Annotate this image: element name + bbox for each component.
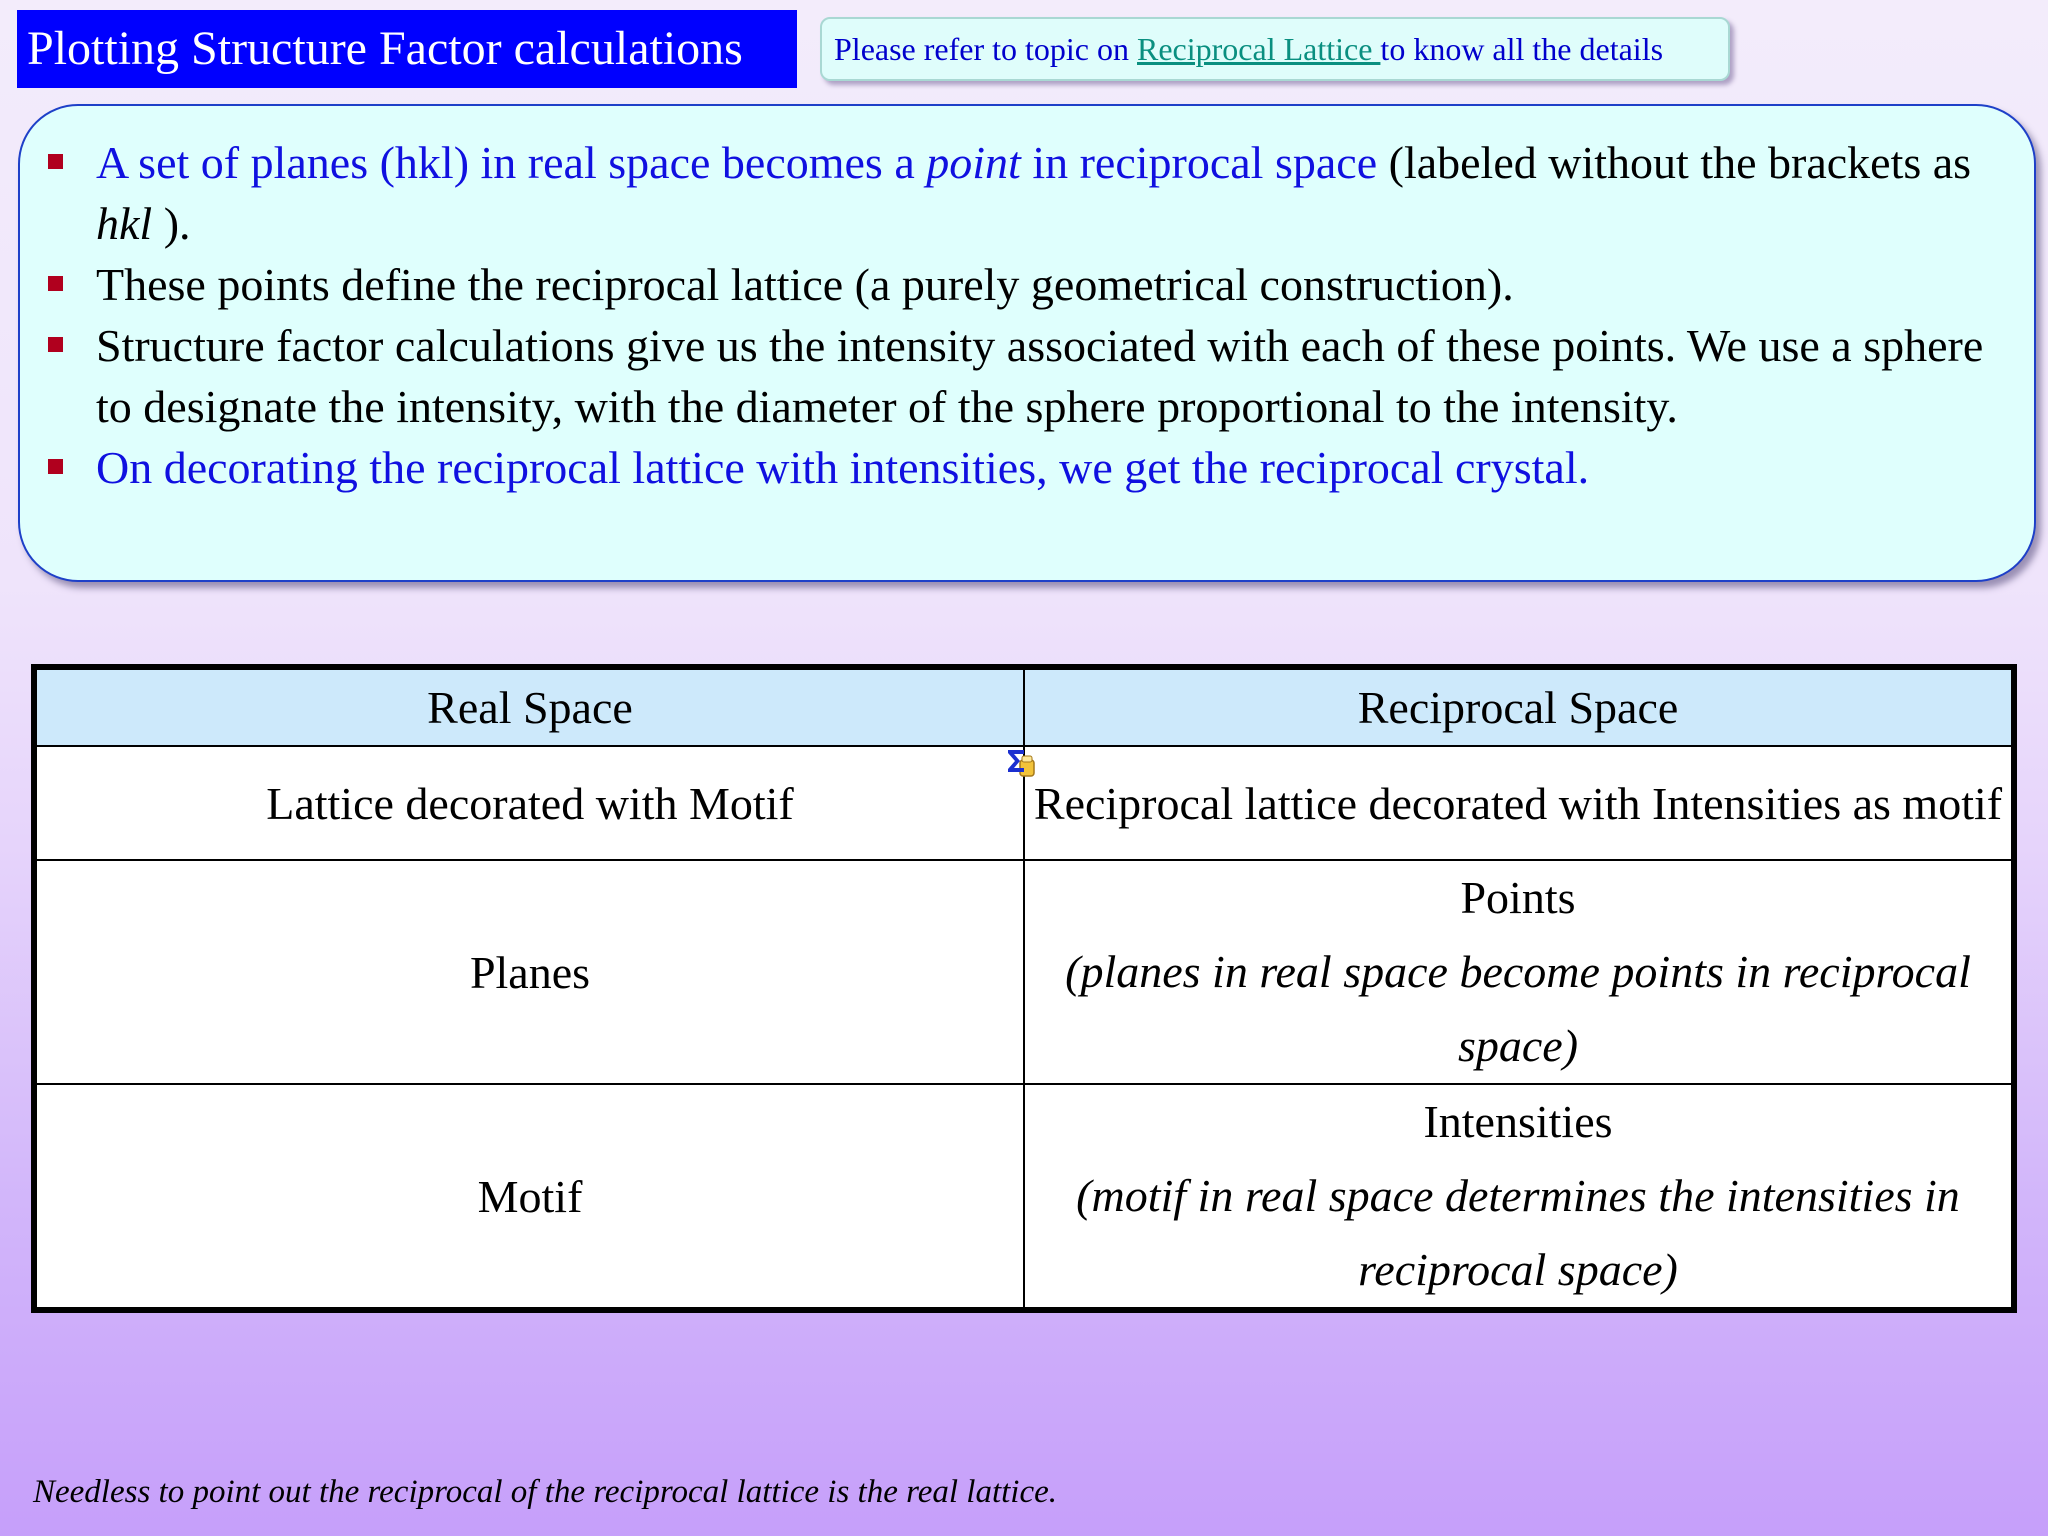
- table-row: [34, 1084, 2014, 1310]
- table-cell-reciprocal: [1024, 1084, 2014, 1310]
- bullet-square-icon: [48, 337, 63, 352]
- bullet-text: (labeled without the brackets as: [1377, 137, 1972, 188]
- bullet-text-blue: On decorating the reciprocal lattice with intensities, we get the reciprocal crystal.: [96, 442, 1590, 493]
- header-real-space: Real Space: [34, 667, 1024, 746]
- bullet-item: [20, 254, 1994, 315]
- bullet-text: Structure factor calculations give us the intensity associated with each of these points. We use a sphere to designate the intensity, with the diameter of the sphere proportional to the intensity.: [96, 320, 1984, 432]
- table-cell-real: Motif: [34, 1084, 1024, 1310]
- bullet-item: [20, 315, 1994, 437]
- bullet-square-icon: [48, 154, 63, 169]
- table-cell-reciprocal: Reciprocal lattice decorated with Intensities as motif: [1024, 746, 2014, 860]
- cell-main-text: Intensities: [1423, 1096, 1613, 1147]
- bullet-item: [20, 437, 1994, 498]
- bullet-panel: [18, 104, 2036, 582]
- sigma-equation-icon[interactable]: [1004, 746, 1038, 780]
- bullet-square-icon: [48, 276, 63, 291]
- reference-prefix: Please refer to topic on: [834, 31, 1137, 67]
- header-reciprocal-space: Reciprocal Space: [1024, 667, 2014, 746]
- bullet-text-italic: point: [926, 137, 1021, 188]
- cell-note-text: (planes in real space become points in reciprocal space): [1065, 946, 1971, 1071]
- cell-main-text: Points: [1460, 872, 1576, 923]
- table-header-row: [34, 667, 2014, 746]
- bullet-item: [20, 132, 1994, 254]
- slide-title: Plotting Structure Factor calculations: [17, 10, 797, 88]
- bullet-text: These points define the reciprocal lattice (a purely geometrical construction).: [96, 259, 1514, 310]
- reference-suffix: to know all the details: [1380, 31, 1664, 67]
- bullet-text: ).: [152, 198, 191, 249]
- footer-note: Needless to point out the reciprocal of the reciprocal lattice is the real lattice.: [33, 1474, 1057, 1510]
- bullet-square-icon: [48, 459, 63, 474]
- reciprocal-lattice-link[interactable]: Reciprocal Lattice: [1137, 31, 1381, 67]
- reference-note: [820, 17, 1730, 81]
- table-row: [34, 860, 2014, 1084]
- bullet-list: [20, 132, 1994, 498]
- cell-note-text: (motif in real space determines the intensities in reciprocal space): [1076, 1170, 1960, 1295]
- bullet-text-blue: in reciprocal space: [1020, 137, 1378, 188]
- bullet-text-blue: A set of planes (hkl) in real space becomes a: [96, 137, 927, 188]
- table-cell-real: Lattice decorated with Motif: [34, 746, 1024, 860]
- bullet-text-italic: hkl: [96, 198, 153, 249]
- table-cell-reciprocal: [1024, 860, 2014, 1084]
- table-cell-real: Planes: [34, 860, 1024, 1084]
